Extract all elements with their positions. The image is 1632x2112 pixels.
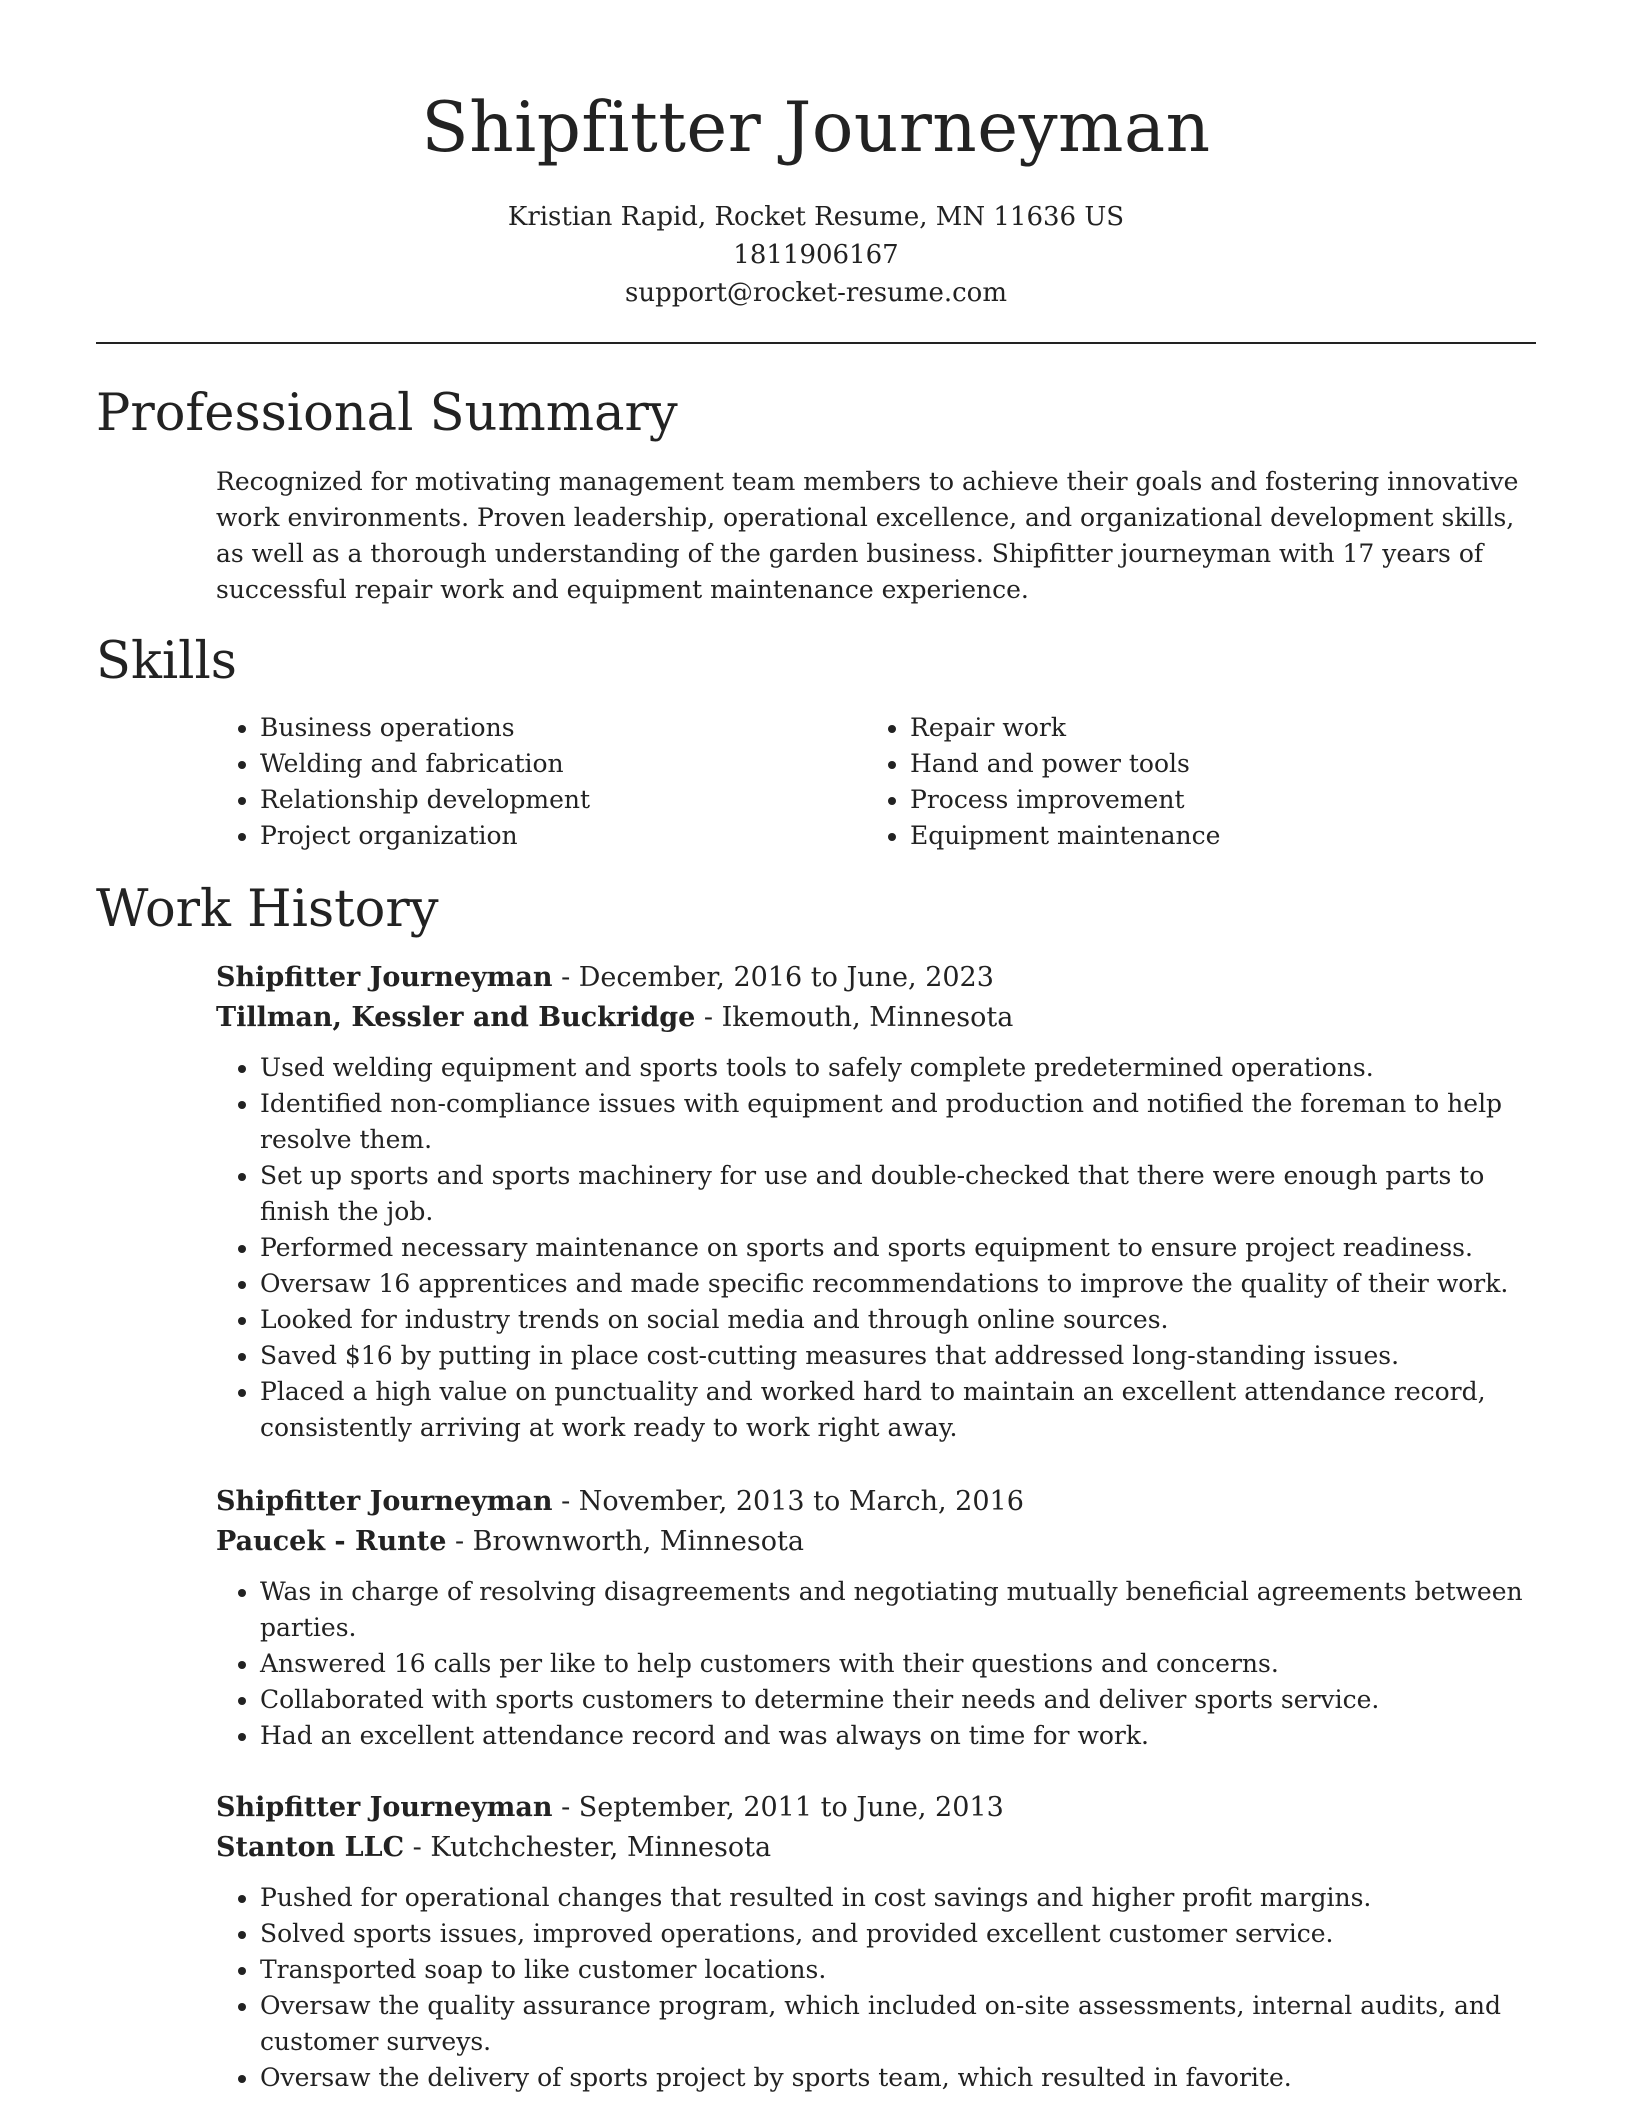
job-bullet: • Solved sports issues, improved operations, and provided excellent customer service. [260, 1916, 1538, 1952]
job-company-line [216, 1828, 1538, 1868]
contact-info [0, 198, 1632, 312]
candidate-name: Shipfitter Journeyman [421, 88, 1211, 168]
work-history-heading: Work History [96, 880, 439, 939]
job-company: Tillman, Kessler and Buckridge [216, 1002, 696, 1033]
job-entry [216, 1482, 1538, 1754]
job-company-line [216, 998, 1538, 1038]
job-bullet: • Transported soap to like customer locations. [260, 1952, 1538, 1988]
job-bullet: • Oversaw 16 apprentices and made specific recommendations to improve the quality of their work. [260, 1266, 1538, 1302]
header-divider [96, 342, 1536, 344]
job-company: Stanton LLC [216, 1832, 405, 1863]
skill-item: • Project organization [260, 818, 866, 854]
job-role-line [216, 958, 1538, 998]
job-bullet: • Performed necessary maintenance on sports and sports equipment to ensure project readiness. [260, 1230, 1538, 1266]
job-bullet: • Collaborated with sports customers to determine their needs and deliver sports service. [260, 1682, 1538, 1718]
job-company-line [216, 1522, 1538, 1562]
job-company: Paucek - Runte [216, 1526, 447, 1557]
phone: 1811906167 [733, 240, 899, 270]
job-bullets [216, 1050, 1538, 1446]
job-bullet: • Identified non-compliance issues with equipment and production and notified the foreman to help resolve them. [260, 1086, 1538, 1158]
job-entry [216, 958, 1538, 1446]
skill-item: • Hand and power tools [910, 746, 1516, 782]
summary-text: Recognized for motivating management team members to achieve their goals and fostering innovative work environments. Proven leadership, operational excellence, and organizational development skills, as well as a thorough understanding of the garden business. Shipfitter journeyman with 17 years of successful repair work and equipment maintenance experience. [216, 467, 1519, 604]
job-bullet: • Used welding equipment and sports tools to safely complete predetermined operations. [260, 1050, 1538, 1086]
skills-heading: Skills [96, 632, 237, 691]
job-entry [216, 1788, 1538, 2096]
email: support@rocket-resume.com [624, 278, 1007, 308]
job-bullet: • Had an excellent attendance record and was always on time for work. [260, 1718, 1538, 1754]
job-role: Shipfitter Journeyman [216, 1792, 553, 1823]
job-location: - Kutchchester, Minnesota [404, 1832, 772, 1863]
job-bullet: • Oversaw the delivery of sports project by sports team, which resulted in favorite. [260, 2060, 1538, 2096]
job-bullet: • Saved $16 by putting in place cost-cutting measures that addressed long-standing issues. [260, 1338, 1538, 1374]
skill-item: • Welding and fabrication [260, 746, 866, 782]
skills-list [216, 710, 1536, 854]
skill-item: • Relationship development [260, 782, 866, 818]
summary-heading: Professional Summary [96, 384, 678, 443]
job-location: - Ikemouth, Minnesota [695, 1002, 1014, 1033]
skill-item: • Equipment maintenance [910, 818, 1516, 854]
job-bullet: • Set up sports and sports machinery for use and double-checked that there were enough parts to finish the job. [260, 1158, 1538, 1230]
job-dates: - November, 2013 to March, 2016 [552, 1486, 1024, 1517]
job-location: - Brownworth, Minnesota [446, 1526, 804, 1557]
job-bullet: • Pushed for operational changes that resulted in cost savings and higher profit margins. [260, 1880, 1538, 1916]
job-bullet: • Placed a high value on punctuality and worked hard to maintain an excellent attendance record, consistently arriving at work ready to work right away. [260, 1374, 1538, 1446]
job-bullet: • Answered 16 calls per like to help customers with their questions and concerns. [260, 1646, 1538, 1682]
job-role: Shipfitter Journeyman [216, 1486, 553, 1517]
job-bullet: • Was in charge of resolving disagreements and negotiating mutually beneficial agreements between parties. [260, 1574, 1538, 1646]
address: Kristian Rapid, Rocket Resume, MN 11636 US [507, 202, 1125, 232]
skill-item: • Repair work [910, 710, 1516, 746]
skill-item: • Process improvement [910, 782, 1516, 818]
job-dates: - December, 2016 to June, 2023 [552, 962, 994, 993]
job-bullet: • Looked for industry trends on social media and through online sources. [260, 1302, 1538, 1338]
resume-header [0, 0, 1632, 312]
skills-column-right [866, 710, 1516, 854]
job-role-line [216, 1788, 1538, 1828]
job-dates: - September, 2011 to June, 2013 [552, 1792, 1004, 1823]
job-bullets [216, 1574, 1538, 1754]
job-bullets [216, 1880, 1538, 2096]
job-role-line [216, 1482, 1538, 1522]
job-role: Shipfitter Journeyman [216, 962, 553, 993]
job-bullet: • Oversaw the quality assurance program, which included on-site assessments, internal audits, and customer surveys. [260, 1988, 1538, 2060]
skill-item: • Business operations [260, 710, 866, 746]
skills-column-left [216, 710, 866, 854]
